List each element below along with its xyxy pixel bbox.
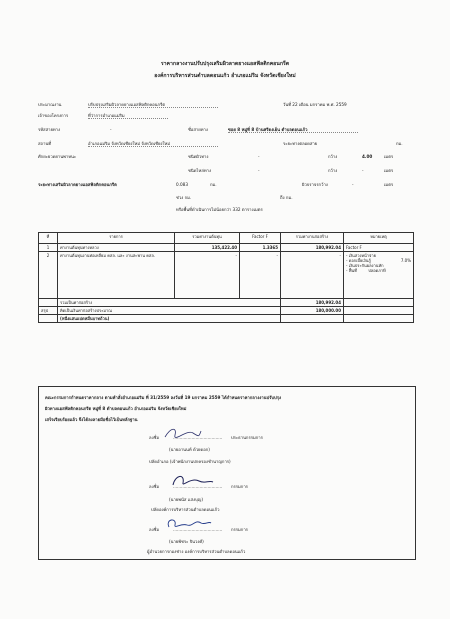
table-words-row [39,315,414,323]
sum-value: 180,992.04 [281,299,344,307]
sig2-role: กรรมการ [231,484,248,489]
road-name-value: ซอย 8 หมู่ที่ 8 บ้านศรีดงเย็น ตำบลดอนแก้ว [228,127,358,133]
road-code-label: รหัสสายทาง [38,127,61,132]
shoulder-value: - [258,168,260,173]
committee-para-1: คณะกรรมการกำหนดราคากลาง ตามคำสั่งอำเภอแม่ริม ที่ 31/2559 ลงวันที่ 19 มกราคม 2559 ได้กำหนดราคากลางงานปรับปรุง [45,395,282,400]
surface-label: ชนิดผิวทาง [188,154,209,159]
document-title: ราคากลางงานปรับปรุงเสริมผิวลาดยางแอสฟัลติกคอนกรีต [160,61,290,67]
sig3-line: ..................................... [173,527,223,532]
table-row [39,244,414,252]
row-item: ค่างานต้นทุนทางหลวง [58,244,175,252]
road-name-label: ชื่อสายทาง [188,127,208,132]
row-no: 1 [39,244,58,252]
road-code-value: - [110,127,112,132]
width-value: 4.00 [362,154,373,159]
traffic-label: ศักยะยวดยานพาหนะ [38,154,77,159]
segment-from-label: ช่วง กม. [176,195,192,200]
sig2-line: ..................................... [173,484,223,489]
row-total: - [281,252,344,299]
overlay-label: ระยะทางเสริมผิวลาดยางแอสฟัลติกคอนกรีต [38,182,117,187]
committee-para-2: ผิวทางแอสฟัลติกคอนกรีต หมู่ที่ 8 ตำบลดอนแก้ว อำเภอแม่ริม จังหวัดเชียงใหม่ [45,406,187,411]
distance-unit: กม. [396,141,403,146]
estimate-table [38,232,414,323]
distance-label: ระยะทางตลอดสาย [283,141,318,146]
note-retention: - เงินประกันผลงานหัก [346,263,384,268]
row-cost: - [175,252,240,299]
sig3-role: กรรมการ [231,527,248,532]
row-total: 180,992.04 [281,244,344,252]
row-no: 2 [39,252,58,299]
row-factor: - [240,252,281,299]
lane-width-label: ผิวจราจรกว้าง [302,182,328,187]
document-subtitle: องค์การบริหารส่วนตำบลดอนแก้ว อำเภอแม่ริม จังหวัดเชียงใหม่ [154,73,296,79]
width-label: กว้าง [328,154,338,159]
width2-label: กว้าง [328,168,338,173]
sig2-prefix: ลงชื่อ [149,484,159,489]
summary-label: สรุป [39,307,58,315]
sig1-position: ปลัดอำเภอ (เจ้าพนักงานปกครองชำนาญการ) [149,459,231,464]
shoulder-label: ชนิดไหล่ทาง [188,168,212,173]
table-header-row [39,233,414,244]
lane-width-unit: เมตร [384,182,394,187]
row-item: ค่างานต้นทุนงานท่อเหลี่ยม คสล. และ งานสะพาน คสล. [58,252,175,299]
note-tax-value: ปลอดภาษี [368,268,386,273]
overlay-unit: กม. [210,182,217,187]
row-notes-cell [344,252,414,299]
overlay-value: 0.083 [176,182,188,187]
col-header-cost: รวมค่างานต้นทุน [175,233,240,244]
row-note: Factor F [344,244,414,252]
width2-value: - [362,168,364,173]
owner-value: ที่ว่าการอำเภอแม่ริม [88,113,168,119]
place-value: อำเภอแม่ริม จังหวัดเชียงใหม่ จังหวัดเชียงใหม่ [88,141,218,147]
amount-in-words: (หนึ่งแสนแปดหมื่นบาทถ้วน) [58,315,281,323]
committee-para-3: เสร็จเรียบร้อยแล้ว จึงได้ลงลายมือชื่อไว้เป็นหลักฐาน [45,417,138,422]
col-header-no: ที่ [39,233,58,244]
row-factor: 1.3365 [240,244,281,252]
surface-value: - [258,154,260,159]
sig3-position: ผู้อำนวยการกองช่าง องค์การบริหารส่วนตำบลดอนแก้ว [147,549,246,554]
width2-unit: เมตร [384,168,394,173]
owner-label: เจ้าของโครงการ [38,113,69,118]
note-tax-row [346,268,411,273]
sig2-position: ปลัดองค์การบริหารส่วนตำบลดอนแก้ว [151,507,220,512]
col-header-factor: Factor F [240,233,281,244]
sig1-name: (นายอานนท์ ด้วยดอก) [169,447,210,452]
note-interest: - ดอกเบี้ยเงินกู้ [346,258,371,263]
col-header-item: รายการ [58,233,175,244]
sig2-name: (นายพนัส แสงบุญ) [169,497,203,502]
width-unit: เมตร [384,154,394,159]
sig3-prefix: ลงชื่อ [149,527,159,532]
note-interest-rate: 7.0% [400,258,411,263]
place-label: สถานที่ [38,141,52,146]
document-date: วันที่ 22 เดือน มกราคม พ.ศ. 2559 [283,102,347,107]
sig1-line: ..................................... [173,435,223,440]
project-value: ปรับปรุงเสริมผิวลาดยางแอสฟัลติกคอนกรีต [88,102,218,108]
sum-label: รวมเป็นค่าก่อสร้าง [58,299,281,307]
table-summary-row [39,307,414,315]
area-text: หรือพื้นที่ดำเนินการไม่น้อยกว่า 332 ตารางเมตร [176,207,263,212]
committee-box [38,386,416,560]
col-header-note: หมายเหตุ [344,233,414,244]
sig1-prefix: ลงชื่อ [149,435,159,440]
sig1-role: ประธานกรรมการ [231,435,263,440]
lane-width-value: - [352,182,354,187]
project-label: ประมาณงาน [38,102,62,107]
table-sum-row [39,299,414,307]
col-header-total: รวมค่างานก่อสร้าง [281,233,344,244]
note-tax: - ฟื้นที่ [346,268,357,273]
table-row [39,252,414,299]
summary-text: คิดเป็นเงินค่าก่อสร้างประมาณ [58,307,281,315]
segment-to-label: ถึง กม. [280,195,293,200]
note-advance: - เงินล่วงหน้าจ่าย [346,253,376,258]
summary-value: 180,000.00 [281,307,344,315]
row-cost: 135,422.40 [175,244,240,252]
sig3-name: (นายพัชระ จินวงศ์) [169,539,204,544]
